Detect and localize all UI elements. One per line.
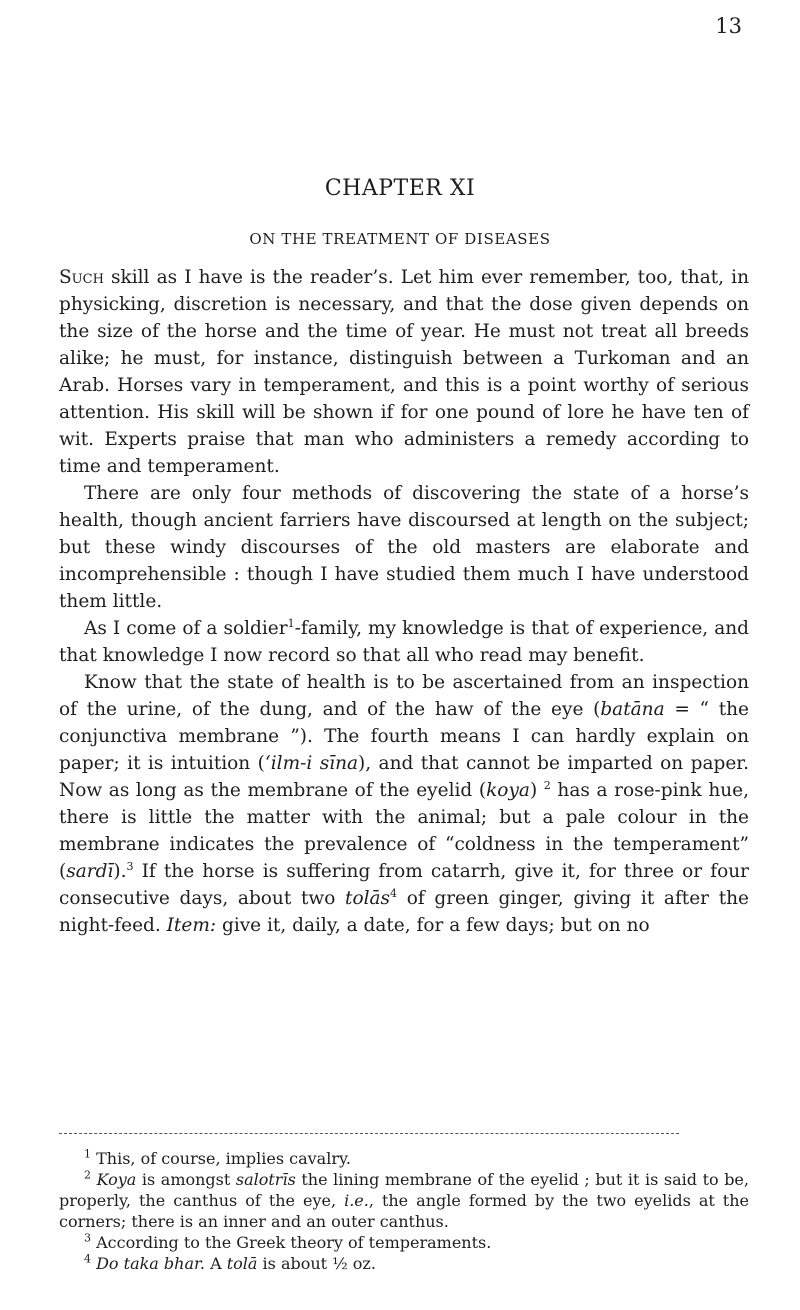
footnote-2-term-salotris: salotrīs: [235, 1170, 296, 1189]
footnote-1-text: This, of course, implies cavalry.: [96, 1149, 351, 1168]
footnote-3-marker: 3: [84, 1231, 91, 1245]
footnote-4-term: Do taka bhar.: [96, 1254, 205, 1273]
paragraph-1: [59, 264, 749, 480]
page-number: 13: [715, 14, 742, 38]
paragraph-4-text-d: ): [529, 780, 544, 801]
footnote-marker-1: 1: [287, 616, 295, 630]
term-sardi: sardī: [66, 861, 114, 882]
term-batana: batāna: [600, 699, 665, 720]
paragraph-2: There are only four methods of discovering the state of a horse’s health, though ancient farriers have discoursed at length on the subject; but these windy discourses of the old masters are elaborate and incomprehensible : though I have studied them much I have understood them little.: [59, 483, 749, 612]
chapter-heading: CHAPTER XI: [324, 176, 476, 201]
footnote-2: [59, 1169, 749, 1232]
footnote-4-text-b: is about ½ oz.: [257, 1254, 376, 1273]
footnote-marker-3: 3: [126, 859, 134, 873]
footnote-1-marker: 1: [84, 1147, 91, 1161]
paragraph-4-text-c: ), and that cannot be imparted on paper. Now as long as the membrane of the eyelid (: [59, 753, 749, 801]
footnote-3: [59, 1232, 749, 1253]
paragraph-3: [59, 615, 749, 669]
paragraph-4-text-f: ).: [113, 861, 127, 882]
footnote-4-marker: 4: [84, 1252, 91, 1266]
footnote-2-term-koya: Koya: [96, 1170, 137, 1189]
term-koya: koya: [486, 780, 530, 801]
paragraph-4-text-i: give it, daily, a date, for a few days; but on no: [216, 915, 650, 936]
paragraph-4-text-e: has a rose-pink hue, there is little the matter with the animal; but a pale colour in the membrane indicates the prevalence of “coldness in the temperament” (: [59, 780, 749, 882]
footnote-marker-2: 2: [543, 778, 551, 792]
term-ilm-i-sina: ‘ilm-i sīna: [264, 753, 359, 774]
footnote-4-text-a: A: [205, 1254, 227, 1273]
footnote-divider: [59, 1133, 679, 1134]
paragraph-4-text-a: Know that the state of health is to be ascertained from an inspection of the urine, of the dung, and of the haw of the eye (: [59, 672, 749, 720]
body-text: [59, 264, 749, 939]
paragraph-3-text-a: As I come of a soldier: [84, 618, 288, 639]
footnote-3-text: According to the Greek theory of temperaments.: [96, 1233, 492, 1252]
footnote-2-text-a: is amongst: [136, 1170, 236, 1189]
footnote-2-term-ie: i.e.: [344, 1191, 369, 1210]
footnote-2-text-c: , the angle formed by the two eyelids at the corners; there is an inner and an outer canthus.: [59, 1191, 749, 1231]
paragraph-1-text: skill as I have is the reader’s. Let him ever remember, too, that, in physicking, discretion is necessary, and that the dose given depends on the size of the horse and the time of year. He must not treat all breeds alike; he must, for instance, distinguish between a Turkoman and an Arab. Horses vary in temperament, and this is a point worthy of serious attention. His skill will be shown if for one pound of lore he have ten of wit. Experts praise that man who administers a remedy according to time and temperament.: [59, 267, 749, 477]
footnote-4-term-tola: tolā: [226, 1254, 258, 1273]
paragraph-3-text-b: -family, my knowledge is that of experience, and that knowledge I now record so that all who read may benefit.: [59, 618, 749, 666]
footnote-2-marker: 2: [84, 1168, 91, 1182]
paragraph-4-text-g: If the horse is suffering from catarrh, give it, for three or four consecutive days, about two: [59, 861, 749, 909]
footnote-marker-4: 4: [390, 886, 398, 900]
paragraph-4: [59, 669, 749, 939]
term-item: Item:: [166, 915, 217, 936]
drop-word: Such: [59, 267, 104, 288]
footnote-2-text-b: the lining membrane of the eyelid ; but it is said to be, properly, the canthus of the eye,: [59, 1170, 749, 1210]
chapter-title: ON THE TREATMENT OF DISEASES: [249, 230, 551, 248]
term-tolas: tolās: [345, 888, 391, 909]
footnote-4: [59, 1253, 749, 1274]
paragraph-4-text-h: of green ginger, giving it after the night-feed.: [59, 888, 749, 936]
footnote-1: [59, 1148, 749, 1169]
paragraph-4-text-b: = “ the conjunctiva membrane ”). The fourth means I can hardly explain on paper; it is intuition (: [59, 699, 749, 774]
footnotes: [59, 1148, 749, 1274]
